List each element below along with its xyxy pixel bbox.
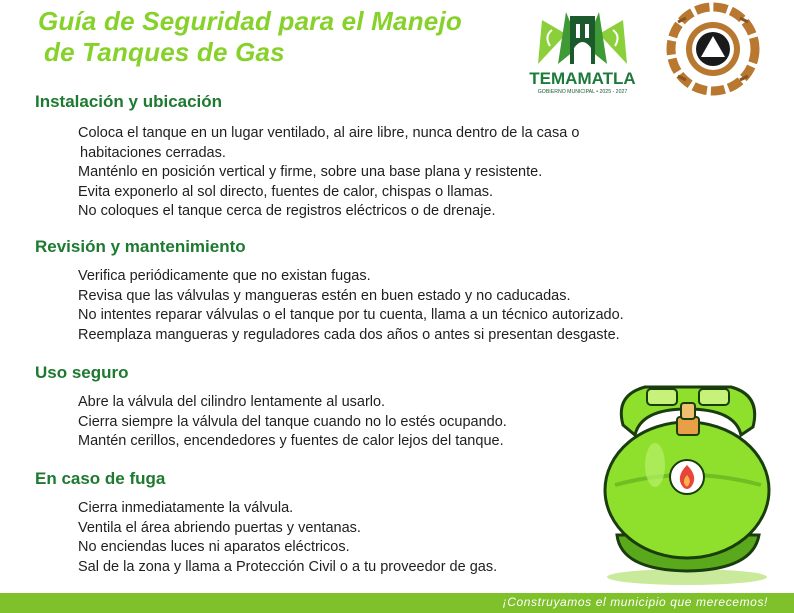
section-installation [35,92,580,219]
gas-tank-icon [595,365,780,587]
section-list [78,267,624,345]
section-safe-use [35,363,507,449]
section-list [78,393,507,452]
list-item: Reemplaza mangueras y reguladores cada dos años o antes si presentan desgaste. [78,326,620,343]
logo-subtitle: GOBIERNO MUNICIPAL • 2025 - 2027 [537,89,628,95]
section-heading: Instalación y ubicación [35,92,223,111]
temamatla-logo [520,6,645,98]
section-maintenance [35,237,624,343]
section-list [78,499,497,577]
section-heading: En caso de fuga [35,469,166,488]
section-leak [35,469,498,575]
list-item: No coloques el tanque cerca de registros eléctricos o de drenaje. [78,203,496,219]
section-heading: Revisión y mantenimiento [35,237,246,256]
title-line-1: Guía de Seguridad para el Manejo [38,6,462,36]
civil-protection-shield-icon [666,2,760,96]
footer-bar [0,593,794,613]
section-heading: Uso seguro [35,363,129,382]
list-item: No intentes reparar válvulas o el tanque por tu cuenta, llama a un técnico autorizado. [78,307,624,323]
title-line-2: de Tanques de Gas [44,37,285,67]
list-item: Verifica periódicamente que no existan fugas. [78,268,371,284]
page-title [38,6,462,68]
logo-name: TEMAMATLA [529,69,636,88]
list-item: Manténlo en posición vertical y firme, sobre una base plana y resistente. [78,164,543,180]
list-item: Abre la válvula del cilindro lentamente al usarlo. [78,394,386,410]
list-item: Evita exponerlo al sol directo, fuentes de calor, chispas o llamas. [78,183,494,200]
list-item: habitaciones cerradas. [80,144,226,161]
list-item: No enciendas luces ni aparatos eléctricos. [78,539,350,555]
list-item: Sal de la zona y llama a Protección Civil o a tu proveedor de gas. [78,558,498,575]
footer-slogan: ¡Construyamos el municipio que merecemos! [502,595,768,609]
list-item: Mantén cerillos, encendedores y fuentes de calor lejos del tanque. [78,433,504,449]
list-item: Coloca el tanque en un lugar ventilado, al aire libre, nunca dentro de la casa o [78,125,580,141]
list-item: Revisa que las válvulas y mangueras estén en buen estado y no caducadas. [78,287,571,304]
list-item: Cierra siempre la válvula del tanque cuando no lo estés ocupando. [78,413,507,430]
list-item: Cierra inmediatamente la válvula. [78,500,294,516]
section-list [78,124,579,222]
list-item: Ventila el área abriendo puertas y ventanas. [78,519,361,536]
